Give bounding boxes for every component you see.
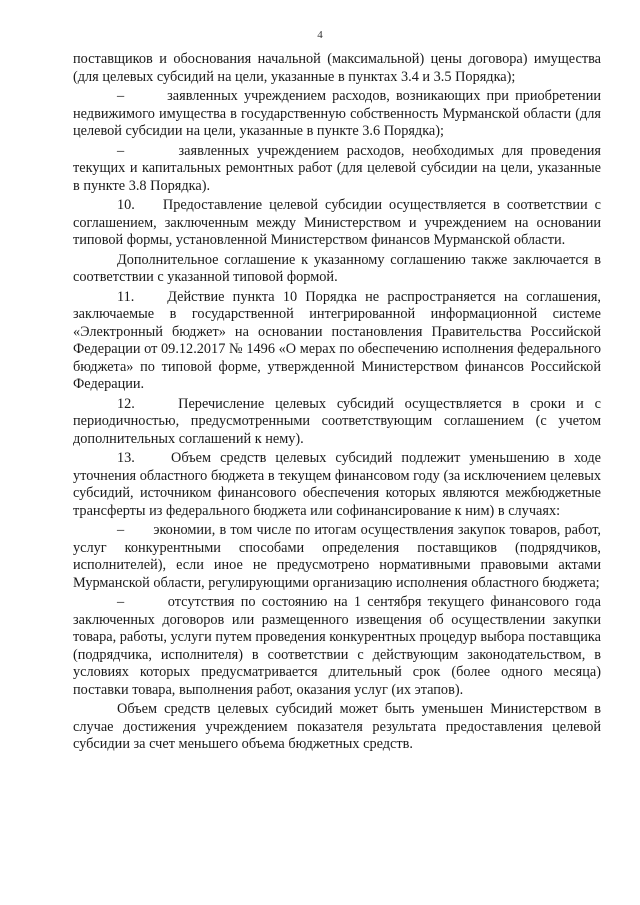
paragraph: – экономии, в том числе по итогам осуществления закупок товаров, работ, услуг конкурентными способами определения поставщиков (подрядчиков, исполнителей), если иное не предусмотрено нормативными правовыми актами Мурманской области, регулирующими организацию исполнения областного бюджета; <box>73 522 601 591</box>
paragraph: Дополнительное соглашение к указанному соглашению также заключается в соответствии с указанной типовой формой. <box>73 251 601 285</box>
paragraph: – отсутствия по состоянию на 1 сентября текущего финансового года заключенных договоров или размещенного извещения об осуществлении закупки товара, работы, услуги путем проведения конкурентных процедур выбора поставщика (подрядчика, исполнителя) в соответствии с действующим законодательством, в условиях которых предусматривается длительный срок (более одного месяца) поставки товара, выполнения работ, оказания услуг (их этапов). <box>73 594 601 698</box>
paragraph: 10. Предоставление целевой субсидии осуществляется в соответствии с соглашением, заключенным между Министерством и учреждением на основании типовой формы, установленной Министерством финансов Мурманской области. <box>73 197 601 248</box>
paragraph: Объем средств целевых субсидий может быть уменьшен Министерством в случае достижения учреждением показателя результата предоставления целевой субсидии за счет меньшего объема бюджетных средств. <box>73 701 601 752</box>
paragraph: 11. Действие пункта 10 Порядка не распространяется на соглашения, заключаемые в государственной интегрированной информационной системе «Электронный бюджет» на основании постановления Правительства Российской Федерации от 09.12.2017 № 1496 «О мерах по обеспечению исполнения федерального бюджета» по типовой форме, утвержденной Министерством финансов Российской Федерации. <box>73 288 601 392</box>
page-number: 4 <box>317 29 323 41</box>
paragraph: – заявленных учреждением расходов, необходимых для проведения текущих и капитальных ремонтных работ (для целевой субсидии на цели, указанные в пункте 3.8 Порядка). <box>73 142 601 194</box>
paragraph: – заявленных учреждением расходов, возникающих при приобретении недвижимого имущества в государственную собственность Мурманской области (для целевой субсидии на цели, указанные в пункте 3.6 Порядка); <box>73 88 601 139</box>
paragraph: поставщиков и обоснования начальной (максимальной) цены договора) имущества (для целевых субсидий на цели, указанные в пунктах 3.4 и 3.5 Порядка); <box>73 51 601 85</box>
paragraph: 13. Объем средств целевых субсидий подлежит уменьшению в ходе уточнения областного бюджета в текущем финансовом году (за исключением целевых субсидий, источником финансового обеспечения которых являются межбюджетные трансферты из федерального бюджета или софинансирование к ним) в случаях: <box>73 450 601 519</box>
document-body <box>73 51 601 754</box>
paragraph: 12. Перечисление целевых субсидий осуществляется в сроки и с периодичностью, предусмотренными соответствующим соглашением (с учетом дополнительных соглашений к нему). <box>73 395 601 447</box>
